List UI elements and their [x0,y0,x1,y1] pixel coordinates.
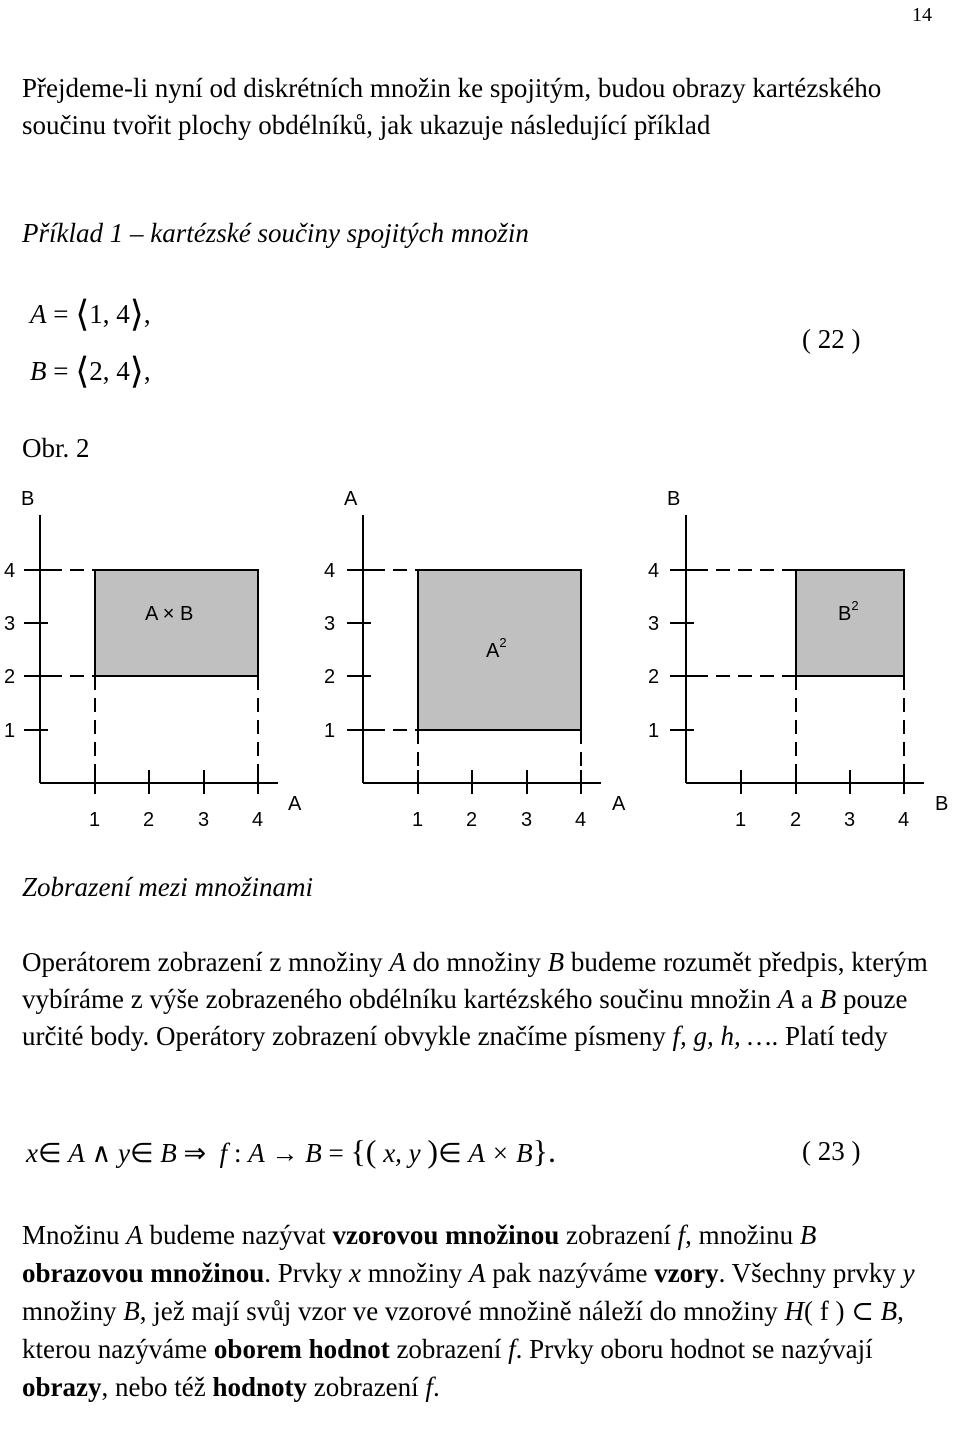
x-tick-label-3: 3 [521,809,533,831]
y-tick-label-2: 2 [324,666,336,688]
y-axis-label: B [21,488,35,510]
y-tick-label-3: 3 [648,613,660,635]
section-heading: Zobrazení mezi množinami [22,872,314,902]
y-axis-label: B [667,488,681,510]
x-tick-label-4: 4 [252,809,264,831]
eq22-values-2: 2, 4 [89,356,130,386]
page-number: 14 [912,4,932,26]
paragraph-operators: Operátorem zobrazení z množiny A do množiny B budeme rozumět předpis, kterým vybíráme z výše zobrazeného obdélníku kartézského součinu množin A a B pouze určité body. Operátory zobrazení obvykle značíme písmeny f, g, h, …. Platí tedy [22,947,928,1051]
x-axis-label: A [612,793,626,815]
figure-2-diagrams [0,478,960,838]
eq22-equals-2: = [53,356,69,386]
x-tick-label-3: 3 [844,809,856,831]
y-tick-label-2: 2 [648,666,660,688]
x-tick-label-4: 4 [575,809,587,831]
y-tick-label-1: 1 [324,720,336,742]
eq22-equals-1: = [53,299,69,329]
region-label: $A^2$ [486,635,507,662]
y-tick-label-1: 1 [4,720,16,742]
x-tick-label-1: 1 [412,809,424,831]
x-ticks [412,770,586,831]
y-ticks [648,560,694,742]
y-tick-label-1: 1 [648,720,660,742]
equation-22-line1 [30,293,151,335]
x-tick-label-2: 2 [143,809,155,831]
example-heading: Příklad 1 – kartézské součiny spojitých množin [22,218,529,248]
y-ticks [4,560,48,742]
region-label: A × B [145,603,194,625]
x-ticks [89,770,263,831]
eq22-tail-2: , [143,356,151,386]
eq22-lhs-a: A [30,299,47,329]
x-tick-label-2: 2 [790,809,802,831]
eq22-tail-1: , [143,299,151,329]
product-region [418,570,581,730]
y-tick-label-3: 3 [4,613,16,635]
left-angle-bracket-icon: ⟨ [75,351,90,391]
x-tick-label-4: 4 [898,809,910,831]
figure-caption: Obr. 2 [22,433,90,463]
y-tick-label-2: 2 [4,666,16,688]
equation-23: x∈ A ∧ y∈ B ⇒ f : A → B = {( x, y )∈ A × B}. [26,1133,556,1169]
equation-22-line2 [30,350,151,392]
equation-23-number: ( 23 ) [802,1136,861,1166]
y-tick-label-4: 4 [648,560,660,582]
x-ticks [735,770,909,831]
x-tick-label-1: 1 [735,809,747,831]
equation-22-number: ( 22 ) [802,324,861,354]
y-axis-label: A [344,488,358,510]
panel-a-squared [324,488,626,831]
y-tick-label-4: 4 [4,560,16,582]
x-tick-label-2: 2 [466,809,478,831]
panel-a-times-b [4,488,302,831]
intro-paragraph: Přejdeme-li nyní od diskrétních množin ke spojitým, budou obrazy kartézského součinu tvořit plochy obdélníků, jak ukazuje následující příklad [22,73,882,140]
y-tick-label-3: 3 [324,613,336,635]
x-axis-label: A [288,793,302,815]
x-axis-label: B [935,793,949,815]
panel-b-squared [648,488,948,831]
region-label: $B^2$ [838,598,859,625]
eq22-lhs-b: B [30,356,47,386]
y-tick-label-4: 4 [324,560,336,582]
eq22-values-1: 1, 4 [89,299,130,329]
right-angle-bracket-icon: ⟩ [129,294,144,334]
x-tick-label-3: 3 [198,809,210,831]
x-tick-label-1: 1 [89,809,101,831]
left-angle-bracket-icon: ⟨ [75,294,90,334]
paragraph-definitions: Množinu A budeme nazývat vzorovou množinou zobrazení f, množinu B obrazovou množinou. Prvky x množiny A pak nazýváme vzory. Všechny prvky y množiny B, jež mají svůj vzor ve vzorové množině náleží do množiny H( f ) ⊂ B, kterou nazýváme oborem hodnot zobrazení f. Prvky oboru hodnot se nazývají obrazy, nebo též hodnoty zobrazení f. [22,1220,915,1402]
right-angle-bracket-icon: ⟩ [129,351,144,391]
